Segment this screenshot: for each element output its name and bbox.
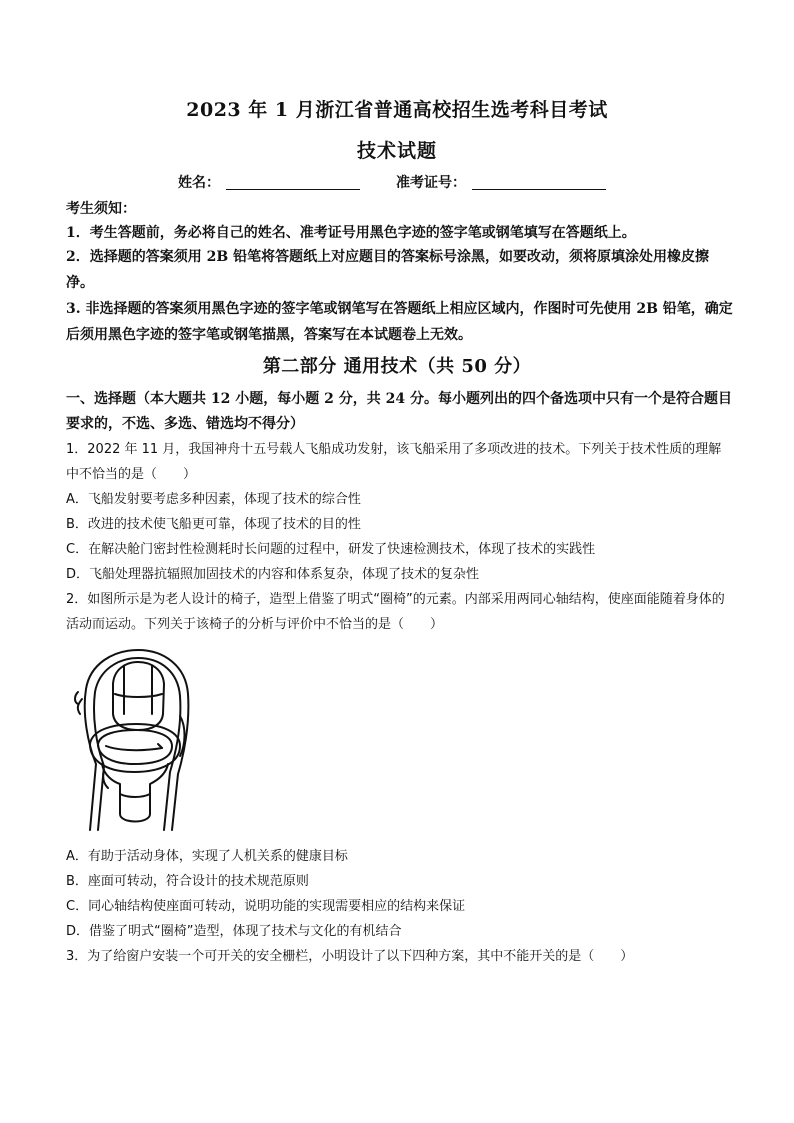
question-stem: 2．如图所示是为老人设计的椅子，造型上借鉴了明式“圈椅”的元素。内部采用两同心轴结构，使座面能随着身体的活动而运动。下列关于该椅子的分析与评价中不恰当的是（ ） [66,592,725,632]
question-stem: 3．为了给窗户安装一个可开关的安全栅栏，小明设计了以下四种方案，其中不能开关的是（ ） [66,949,634,964]
name-label: 姓名： [178,175,220,191]
exam-subtitle: 技术试题 [356,140,437,162]
notice-heading: 考生须知： [66,201,136,217]
notice-item: 2．选择题的答案须用 2B 铅笔将答题纸上对应题目的答案标号涂黑，如要改动，须将原填涂处用橡皮擦净。 [66,249,710,291]
option-a: A．飞船发射要考虑多种因素，体现了技术的综合性 [66,492,361,507]
exam-id-blank [472,175,606,190]
notice-item: 1．考生答题前，务必将自己的姓名、准考证号用黑色字迹的签字笔或钢笔填写在答题纸上。 [66,225,636,241]
chair-figure [68,644,200,834]
name-blank [226,175,360,190]
section-title: 一、选择题（本大题共 12 小题，每小题 2 分，共 24 分。每小题列出的四个备选项中只有一个是符合题目要求的，不选、多选、错选均不得分） [66,391,732,432]
option-c: C．在解决舱门密封性检测耗时长问题的过程中，研发了快速检测技术，体现了技术的实践性 [66,542,596,557]
option-d: D．飞船处理器抗辐照加固技术的内容和体系复杂，体现了技术的复杂性 [66,567,480,582]
candidate-info-line [178,172,606,192]
exam-title: 2023 年 1 月浙江省普通高校招生选考科目考试 [186,99,608,121]
part-title: 第二部分 通用技术（共 50 分） [262,356,532,377]
option-b: B．改进的技术使飞船更可靠，体现了技术的目的性 [66,517,361,532]
option-a: A．有助于活动身体，实现了人机关系的健康目标 [66,849,348,864]
question-stem: 1．2022 年 11 月，我国神舟十五号载人飞船成功发射，该飞船采用了多项改进的技术。下列关于技术性质的理解中不恰当的是（ ） [66,442,722,482]
notice-item: 3. 非选择题的答案须用黑色字迹的签字笔或钢笔写在答题纸上相应区域内，作图时可先使用 2B 铅笔，确定后须用黑色字迹的签字笔或钢笔描黑，答案写在本试题卷上无效。 [66,301,733,343]
option-d: D．借鉴了明式“圈椅”造型，体现了技术与文化的有机结合 [66,924,402,939]
option-c: C．同心轴结构使座面可转动，说明功能的实现需要相应的结构来保证 [66,899,466,914]
option-b: B．座面可转动，符合设计的技术规范原则 [66,874,309,889]
exam-id-label: 准考证号： [396,175,466,191]
